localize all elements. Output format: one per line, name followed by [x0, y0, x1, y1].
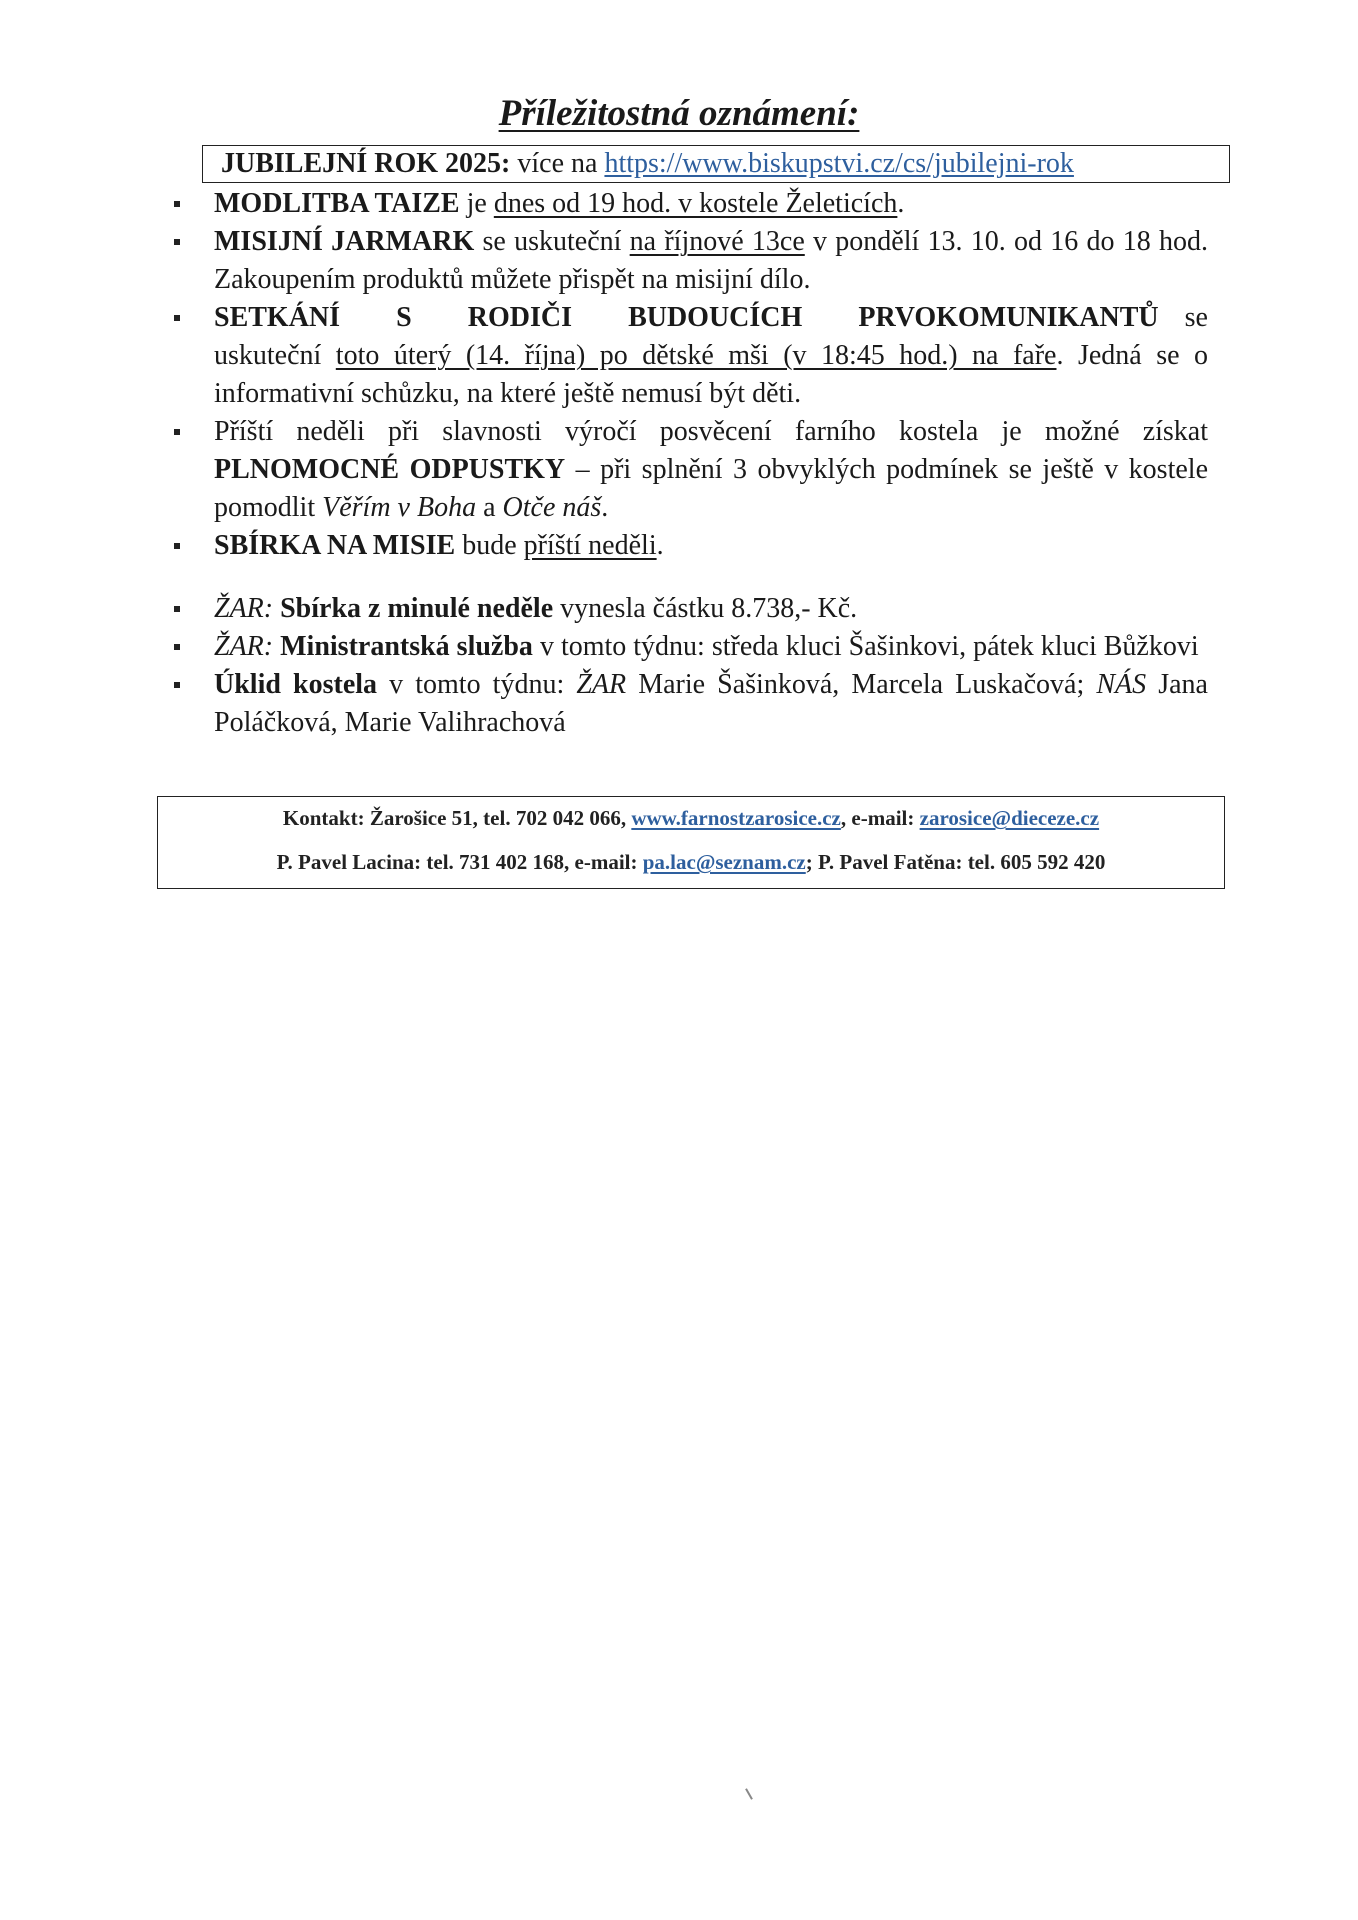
item-heading: Ministrantská služba [273, 631, 533, 662]
bullet-icon [174, 429, 180, 435]
item-heading: Úklid kostela [214, 669, 378, 700]
jubilee-box [202, 145, 1230, 183]
list-item-setkani [172, 299, 1208, 413]
website-link[interactable]: www.farnostzarosice.cz [631, 806, 841, 830]
scan-mark [745, 1788, 753, 1799]
item-heading: MODLITBA TAIZE [214, 188, 460, 219]
item-italic: Věřím v Boha [322, 492, 477, 523]
parish-list [172, 590, 1208, 742]
bullet-icon [174, 315, 180, 321]
item-heading: SBÍRKA NA MISIE [214, 530, 456, 561]
item-text: vynesla částku 8.738,- Kč. [553, 593, 858, 624]
page-title: Příležitostná oznámení: [498, 93, 860, 134]
item-prefix: ŽAR: [214, 631, 274, 662]
list-item-ministranti [172, 628, 1208, 666]
item-heading: Sbírka z minulé neděle [273, 593, 554, 624]
bullet-icon [174, 201, 180, 207]
item-text: Marie Šašinková, Marcela Luskačová; [626, 669, 1097, 700]
item-text: . [897, 188, 905, 219]
item-text: a [476, 492, 503, 523]
jubilee-link[interactable]: https://www.biskupstvi.cz/cs/jubilejni-rok [604, 148, 1074, 179]
item-prefix: ŽAR: [214, 593, 274, 624]
contact-line-1 [158, 806, 1224, 831]
bullet-icon [174, 682, 180, 688]
item-text: se uskuteční [474, 226, 630, 257]
item-heading: MISIJNÍ JARMARK [214, 226, 475, 257]
announcement-list [172, 185, 1208, 565]
contact-text: Kontakt: Žarošice 51, tel. 702 042 066, [282, 806, 632, 830]
contact-text: ; P. Pavel Fatěna: tel. 605 592 420 [805, 850, 1106, 874]
item-text: Jana Poláčková, Marie Valihrachová [214, 669, 1208, 738]
item-text: – při splnění 3 obvyklých podmínek se ještě v kostele pomodlit [214, 454, 1208, 523]
email-link[interactable]: zarosice@dieceze.cz [919, 806, 1100, 830]
item-text: v pondělí 13. 10. od 16 do 18 hod. Zakoupením produktů můžete přispět na misijní dílo. [214, 226, 1209, 295]
item-underlined: příští neděli [523, 530, 657, 561]
jubilee-label: JUBILEJNÍ ROK 2025: [221, 148, 511, 179]
contact-text: , e-mail: [840, 806, 920, 830]
jubilee-text: více na [510, 148, 605, 179]
list-item-sbirka-misie [172, 527, 1208, 565]
item-underlined: na říjnové 13ce [629, 226, 805, 257]
item-underlined: dnes od 19 hod. v kostele Želeticích [493, 188, 898, 219]
item-text: v tomto týdnu: [377, 669, 577, 700]
contact-line-2 [158, 850, 1224, 875]
list-item-sbirka-minula [172, 590, 1208, 628]
item-underlined: toto úterý (14. října) po dětské mši (v 18:45 hod.) na faře [335, 340, 1057, 371]
contact-text: P. Pavel Lacina: tel. 731 402 168, e-mail: [276, 850, 643, 874]
bullet-icon [174, 606, 180, 612]
list-item-odpustky [172, 413, 1208, 527]
bullet-icon [174, 239, 180, 245]
item-italic: ŽAR [576, 669, 627, 700]
item-heading: PLNOMOCNÉ ODPUSTKY [214, 454, 566, 485]
item-text: . [601, 492, 609, 523]
item-text: je [459, 188, 494, 219]
item-text: bude [455, 530, 524, 561]
item-italic: Otče náš [502, 492, 602, 523]
bullet-icon [174, 543, 180, 549]
item-heading: SETKÁNÍ S RODIČI BUDOUCÍCH PRVOKOMUNIKANTŮ [214, 302, 1159, 333]
item-text: . [656, 530, 664, 561]
list-item-taize [172, 185, 1208, 223]
item-text: Příští neděli při slavnosti výročí posvěcení farního kostela je možné získat [214, 416, 1208, 447]
item-text: se uskuteční [214, 302, 1208, 371]
item-text: . Jedná se o informativní schůzku, na které ještě nemusí být děti. [214, 340, 1209, 409]
contact-box [157, 796, 1225, 889]
email-link-2[interactable]: pa.lac@seznam.cz [642, 850, 806, 874]
bullet-icon [174, 644, 180, 650]
list-item-jarmark [172, 223, 1208, 299]
list-item-uklid [172, 666, 1208, 742]
item-text: v tomto týdnu: středa kluci Šašinkovi, pátek kluci Bůžkovi [532, 631, 1199, 662]
item-italic: NÁS [1096, 669, 1147, 700]
